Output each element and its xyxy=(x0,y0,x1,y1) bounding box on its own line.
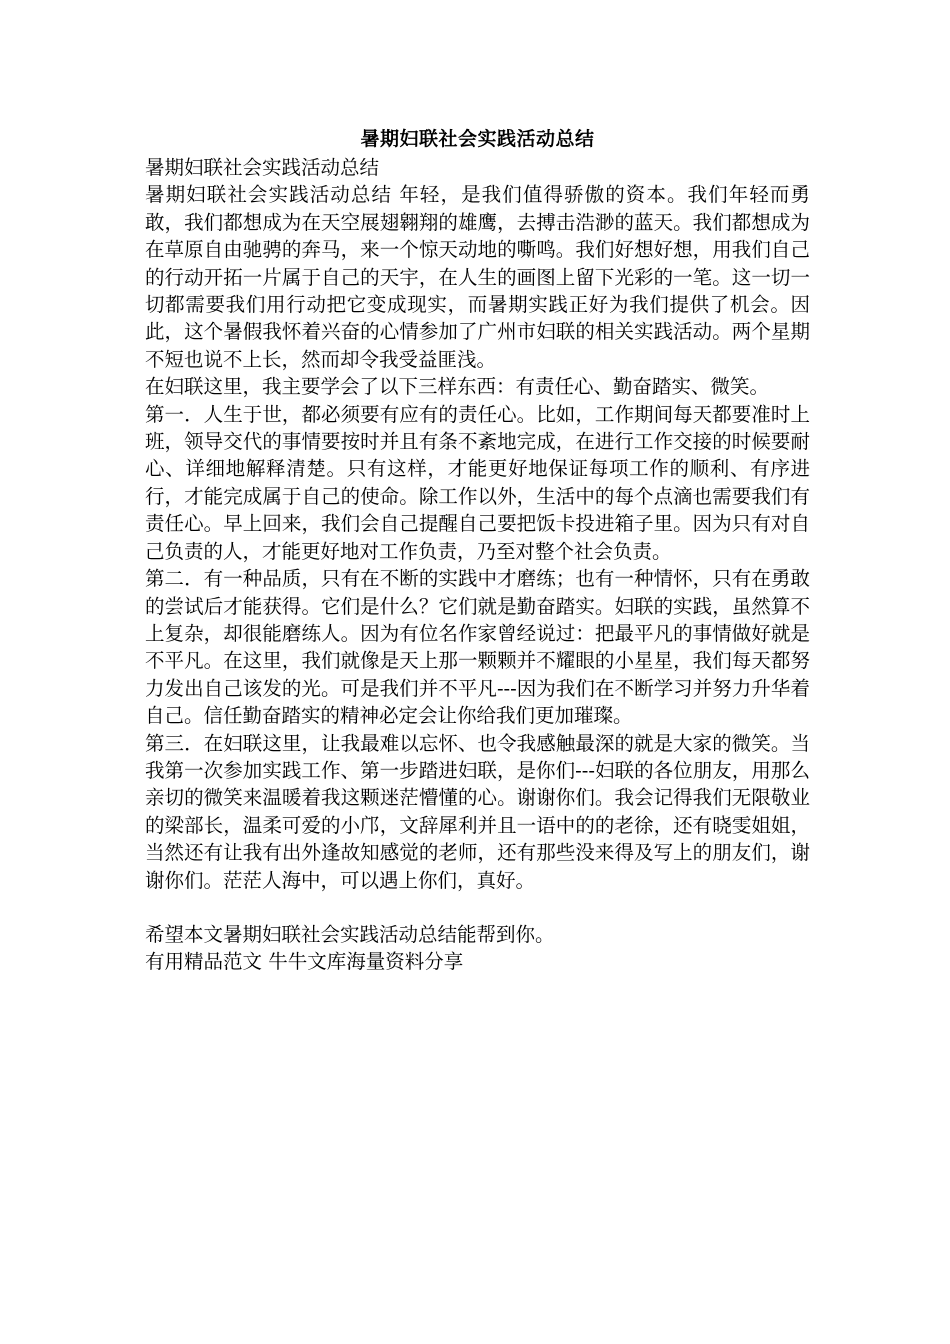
document-page xyxy=(145,126,810,976)
document-body xyxy=(145,154,810,976)
paragraph-summary: 在妇联这里，我主要学会了以下三样东西：有责任心、勤奋踏实、微笑。 xyxy=(145,375,770,399)
subtitle-line: 暑期妇联社会实践活动总结 xyxy=(145,156,380,179)
paragraph-first: 第一．人生于世，都必须要有应有的责任心。比如，工作期间每天都要准时上班，领导交代的事情要按时并且有条不紊地完成，在进行工作交接的时候要耐心、详细地解释清楚。只有这样，才能更好地保证每项工作的顺利、有序进行，才能完成属于自己的使命。除工作以外，生活中的每个点滴也需要我们有责任心。早上回来，我们会自己提醒自己要把饭卡投进箱子里。因为只有对自己负责的人，才能更好地对工作负责，乃至对整个社会负责。 xyxy=(145,402,810,563)
footer-line: 有用精品范文 牛牛文库海量资料分享 xyxy=(145,950,464,974)
paragraph-intro: 暑期妇联社会实践活动总结 年轻，是我们值得骄傲的资本。我们年轻而勇敢，我们都想成为在天空展翅翱翔的雄鹰，去搏击浩渺的蓝天。我们都想成为在草原自由驰骋的奔马，来一个惊天动地的嘶鸣。我们好想好想，用我们自己的行动开拓一片属于自己的天宇，在人生的画图上留下光彩的一笔。这一切一切都需要我们用行动把它变成现实，而暑期实践正好为我们提供了机会。因此，这个暑假我怀着兴奋的心情参加了广州市妇联的相关实践活动。两个星期不短也说不上长，然而却令我受益匪浅。 xyxy=(145,183,810,371)
blank-line xyxy=(145,894,810,921)
document-title: 暑期妇联社会实践活动总结 xyxy=(360,128,595,150)
paragraph-second: 第二．有一种品质，只有在不断的实践中才磨练；也有一种情怀，只有在勇敢的尝试后才能获得。它们是什么？它们就是勤奋踏实。妇联的实践，虽然算不上复杂，却很能磨练人。因为有位名作家曾经说过：把最平凡的事情做好就是不平凡。在这里，我们就像是天上那一颗颗并不耀眼的小星星，我们每天都努力发出自己该发的光。可是我们并不平凡---因为我们在不断学习并努力升华着自己。信任勤奋踏实的精神必定会让你给我们更加璀璨。 xyxy=(145,567,810,728)
closing-line: 希望本文暑期妇联社会实践活动总结能帮到你。 xyxy=(145,922,555,946)
paragraph-third: 第三．在妇联这里，让我最难以忘怀、也令我感触最深的就是大家的微笑。当我第一次参加实践工作、第一步踏进妇联，是你们---妇联的各位朋友，用那么亲切的微笑来温暖着我这颗迷茫懵懂的心。谢谢你们。我会记得我们无限敬业的梁部长，温柔可爱的小邝，文辞犀利并且一语中的的老徐，还有晓雯姐姐，当然还有让我有出外逢故知感觉的老师，还有那些没来得及写上的朋友们，谢谢你们。茫茫人海中，可以遇上你们，真好。 xyxy=(145,731,810,892)
